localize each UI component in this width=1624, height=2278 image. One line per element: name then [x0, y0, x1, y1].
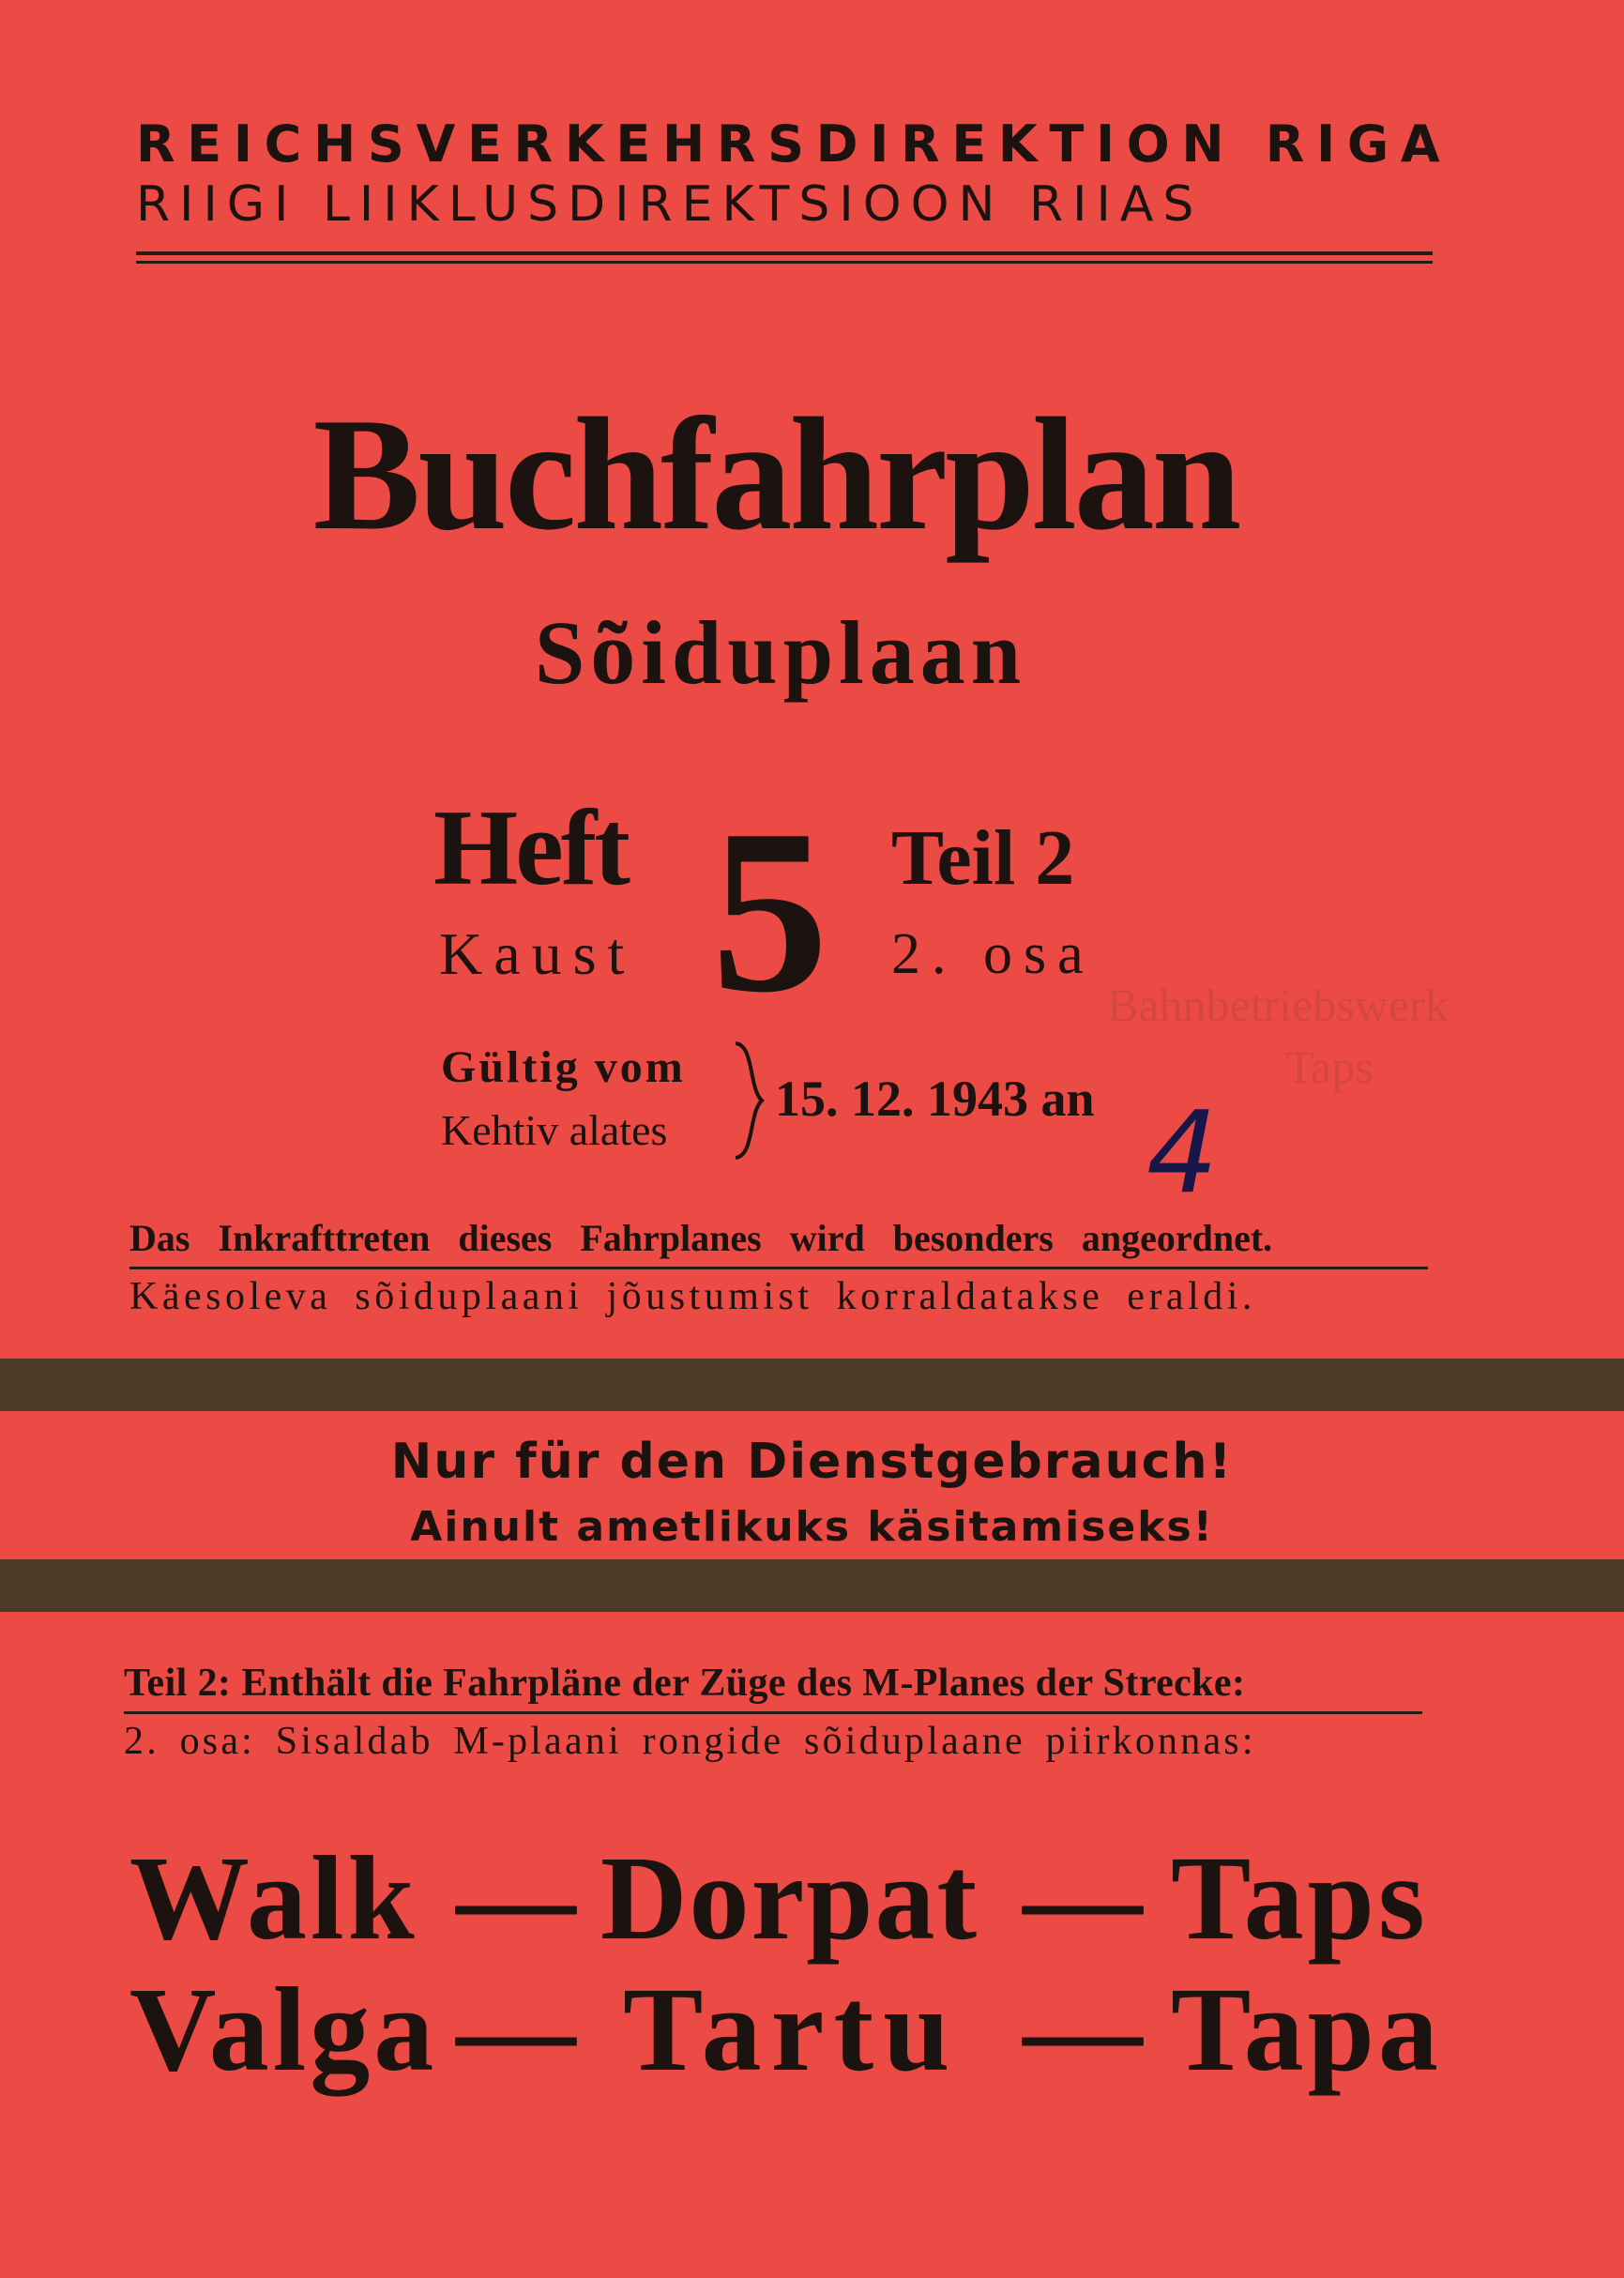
restricted-estonian: Ainult ametlikuks käsitamiseks!	[410, 1503, 1214, 1551]
contents-rule	[124, 1711, 1422, 1714]
valid-from-estonian: Kehtiv alates	[441, 1106, 668, 1154]
header-german: REICHSVERKEHRSDIREKTION RIGA	[136, 114, 1452, 174]
depot-stamp-line2: Taps	[1285, 1040, 1374, 1093]
notice-estonian: Käesoleva sõiduplaani jõustumist korraldatakse eraldi.	[129, 1275, 1256, 1318]
osa-label: 2. osa	[891, 922, 1095, 986]
lower-band	[0, 1559, 1624, 1612]
depot-stamp-line1: Bahnbetriebswerk	[1107, 979, 1449, 1031]
route-german-2: Dorpat	[600, 1831, 979, 1965]
route-estonian-3: Tapa	[1171, 1963, 1442, 2096]
brace-icon	[732, 1040, 767, 1162]
issue-number: 5	[711, 782, 828, 1041]
upper-band	[0, 1359, 1624, 1411]
valid-date: 15. 12. 1943 an	[775, 1071, 1095, 1127]
valid-from-german: Gültig vom	[441, 1042, 686, 1092]
title-german: Buchfahrplan	[312, 386, 1239, 564]
contents-german: Teil 2: Enthält die Fahrpläne der Züge des M-Planes der Strecke:	[124, 1662, 1246, 1705]
header-rule-bottom	[136, 261, 1433, 264]
route-german-sep-2: —	[1023, 1831, 1143, 1965]
heft-label: Heft	[433, 788, 628, 908]
handwritten-number: 4	[1146, 1088, 1219, 1219]
teil-label: Teil 2	[891, 814, 1075, 902]
route-estonian-sep-2: —	[1023, 1963, 1143, 2096]
contents-estonian: 2. osa: Sisaldab M-plaani rongide sõiduplaane piirkonnas:	[124, 1720, 1256, 1763]
notice-german: Das Inkrafttreten dieses Fahrplanes wird besonders angeordnet.	[129, 1217, 1273, 1259]
route-estonian-2: Tartu	[623, 1963, 960, 2096]
header-estonian: RIIGI LIIKLUSDIREKTSIOON RIIAS	[136, 176, 1204, 233]
title-estonian: Sõiduplaan	[534, 602, 1027, 703]
route-estonian-1: Valga	[129, 1963, 438, 2096]
route-german-1: Walk	[129, 1831, 418, 1965]
notice-rule	[129, 1267, 1428, 1269]
route-estonian-sep-1: —	[456, 1963, 576, 2096]
header-rule-top	[136, 251, 1433, 255]
route-german-3: Taps	[1171, 1831, 1429, 1965]
kaust-label: Kaust	[439, 920, 636, 987]
route-german-sep-1: —	[456, 1831, 576, 1965]
restricted-german: Nur für den Dienstgebrauch!	[390, 1434, 1234, 1490]
